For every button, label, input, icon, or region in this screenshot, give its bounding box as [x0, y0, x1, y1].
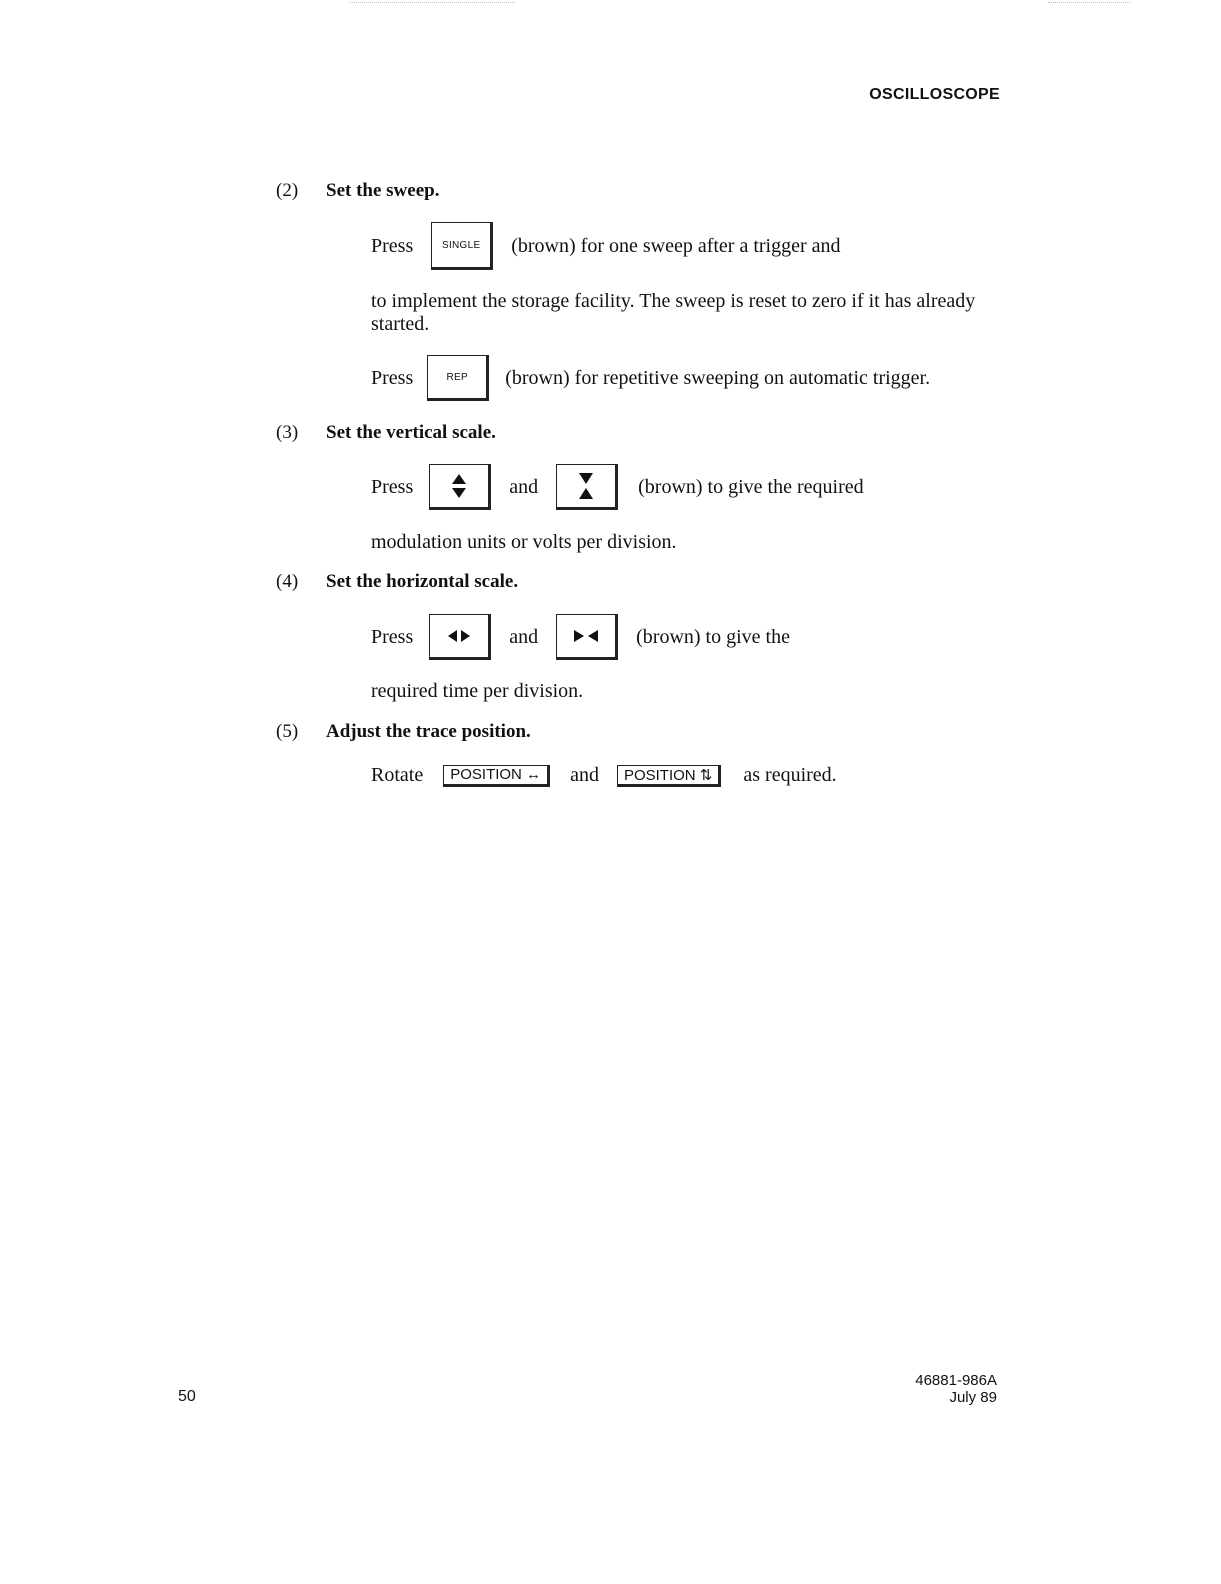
step-3-heading — [276, 422, 496, 444]
rep-key-label: REP — [446, 371, 468, 383]
rep-description: (brown) for repetitive sweeping on automatic trigger. — [505, 366, 931, 389]
step-title: Adjust the trace position. — [326, 721, 531, 742]
horizontal-description: (brown) to give the — [636, 625, 790, 648]
page-header: OSCILLOSCOPE — [869, 86, 1000, 103]
vertical-expand-key[interactable] — [429, 464, 491, 510]
horizontal-expand-key[interactable] — [429, 614, 491, 660]
single-key[interactable] — [431, 222, 493, 270]
horizontal-compress-key[interactable] — [556, 614, 618, 660]
press-label: Press — [371, 475, 414, 498]
step-number: (2) — [276, 180, 299, 201]
vertical-continuation: modulation units or volts per division. — [371, 531, 677, 553]
document-number: 46881-986A — [915, 1372, 997, 1389]
and-label: and — [509, 625, 539, 648]
step-title: Set the sweep. — [326, 180, 440, 201]
step-4-heading — [276, 571, 518, 593]
single-line — [371, 222, 841, 270]
step-2-heading — [276, 180, 439, 202]
vertical-compress-icon — [578, 472, 594, 500]
step-number: (5) — [276, 721, 299, 742]
position-vertical-control[interactable]: POSITION ⇅ — [617, 765, 721, 787]
horizontal-compress-icon — [573, 629, 599, 643]
horizontal-continuation: required time per division. — [371, 680, 584, 702]
vertical-keys-line — [371, 464, 864, 510]
press-label: Press — [371, 625, 414, 648]
press-label: Press — [371, 234, 414, 257]
horizontal-keys-line — [371, 614, 790, 660]
scan-artifact-right — [1048, 2, 1130, 4]
scan-artifact-left — [350, 2, 515, 4]
vertical-compress-key[interactable] — [556, 464, 618, 510]
position-line — [371, 764, 837, 787]
rep-key[interactable] — [427, 355, 489, 401]
single-description: (brown) for one sweep after a trigger and — [511, 234, 841, 257]
and-label: and — [570, 764, 599, 786]
press-label: Press — [371, 366, 414, 389]
single-continuation: to implement the storage facility. The sweep is reset to zero if it has already started. — [371, 290, 976, 335]
document-date: July 89 — [949, 1389, 997, 1406]
single-key-label: SINGLE — [441, 239, 481, 251]
rep-line — [371, 355, 930, 401]
step-number: (3) — [276, 422, 299, 443]
step-title: Set the horizontal scale. — [326, 571, 519, 592]
footer-doc-info — [915, 1372, 997, 1406]
step-5-heading — [276, 721, 531, 743]
vertical-description: (brown) to give the required — [638, 475, 864, 498]
position-description: as required. — [743, 764, 837, 786]
horizontal-expand-icon — [447, 629, 471, 643]
step-number: (4) — [276, 571, 299, 592]
step-title: Set the vertical scale. — [326, 422, 496, 443]
page-number: 50 — [178, 1388, 196, 1405]
and-label: and — [509, 475, 539, 498]
vertical-expand-icon — [451, 473, 467, 499]
position-horizontal-control[interactable]: POSITION ↔ — [443, 765, 550, 787]
rotate-label: Rotate — [371, 764, 424, 786]
